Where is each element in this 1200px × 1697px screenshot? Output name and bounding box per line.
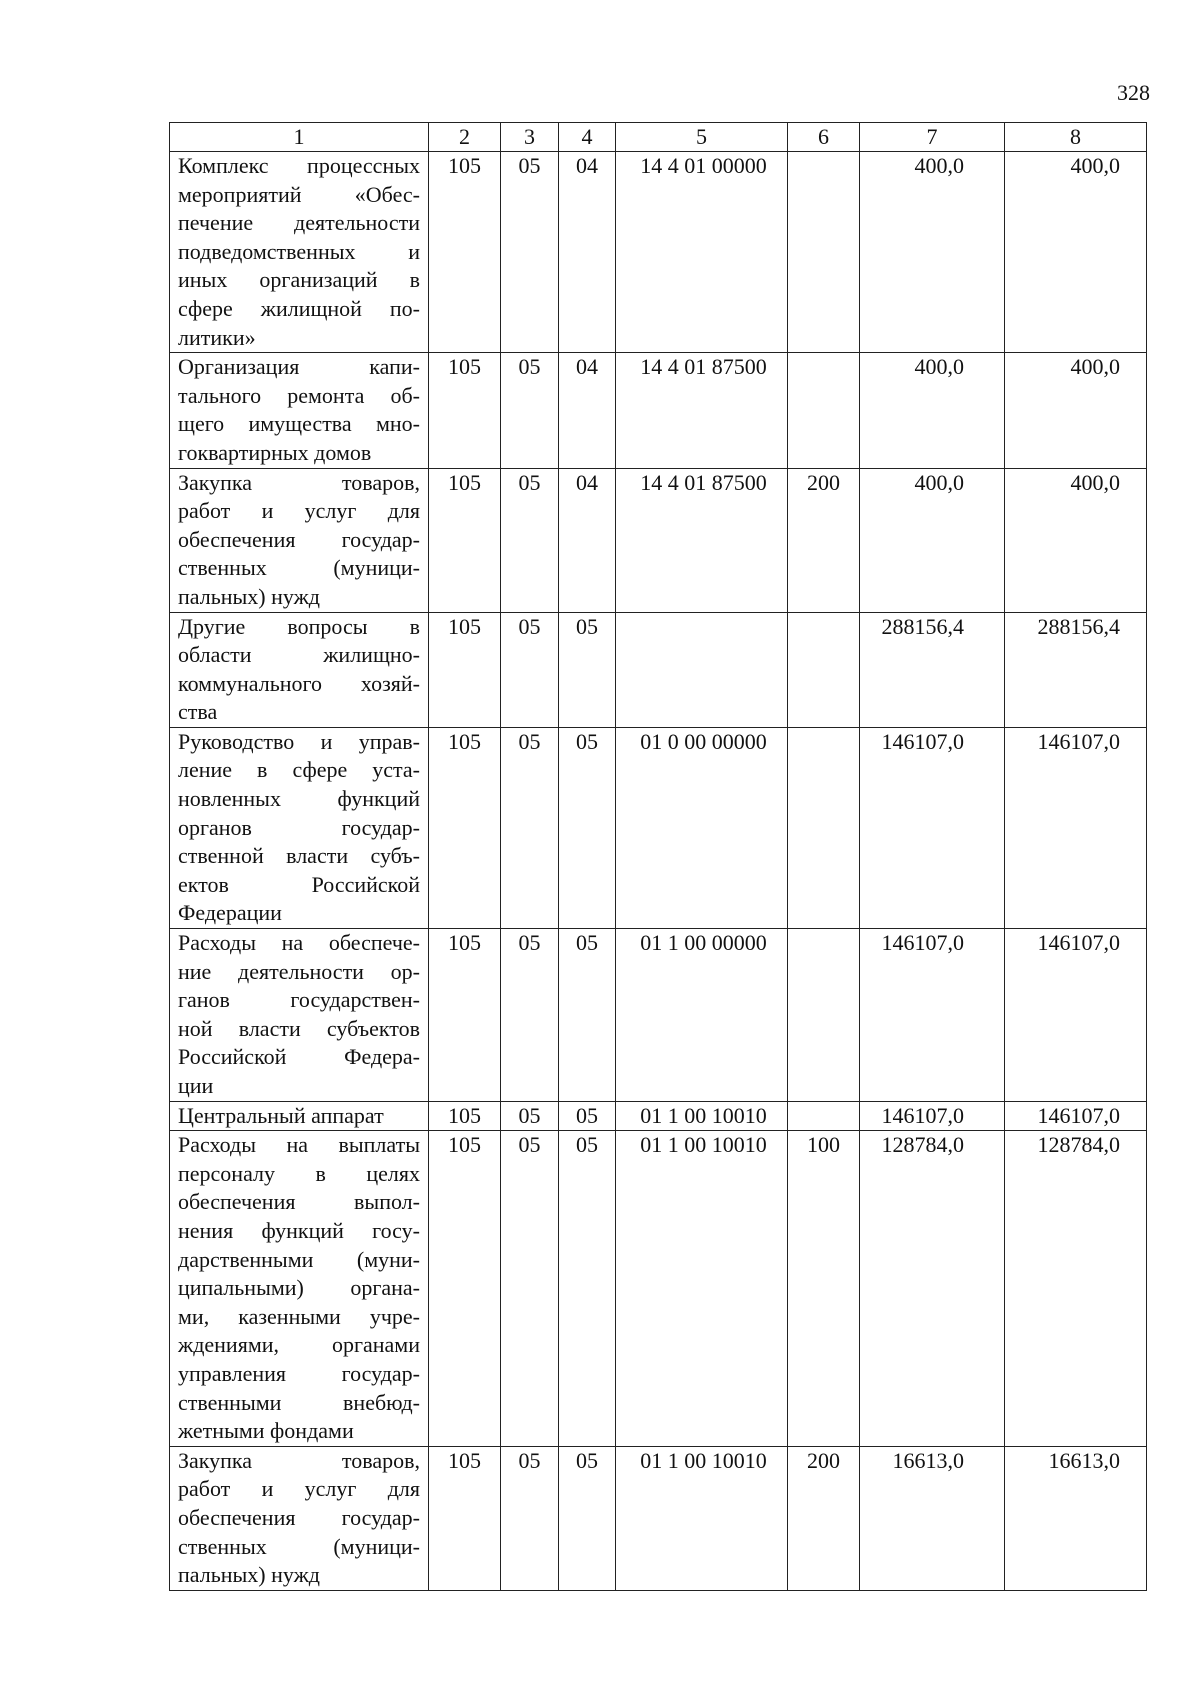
cell-amount-year-1: 400,0 <box>860 353 1005 468</box>
cell-amount-year-1: 400,0 <box>860 468 1005 612</box>
cell-target-article: 14 4 01 87500 <box>616 353 788 468</box>
row-name-line: обеспечения государ- <box>178 1504 420 1530</box>
table-body <box>170 152 1147 1591</box>
cell-section: 05 <box>501 1101 559 1131</box>
row-name-line: печение деятельности <box>178 210 420 236</box>
row-name-line: ждениями, органами <box>178 1332 420 1358</box>
row-name-line: ной власти субъектов <box>178 1015 420 1041</box>
row-name-line: Организация капи- <box>178 354 420 380</box>
row-name-line: ственной власти субъ- <box>178 843 420 869</box>
row-name-line: Расходы на обеспече- <box>178 930 420 956</box>
row-name-line: ние деятельности ор- <box>178 958 420 984</box>
cell-expense-type: 200 <box>788 1446 860 1590</box>
row-name-line: Руководство и управ- <box>178 728 420 754</box>
cell-amount-year-2: 16613,0 <box>1005 1446 1147 1590</box>
row-name <box>170 929 429 1102</box>
row-name-line: литики» <box>178 324 256 350</box>
cell-expense-type <box>788 612 860 727</box>
cell-subsection: 05 <box>559 1446 616 1590</box>
cell-target-article: 01 1 00 10010 <box>616 1101 788 1131</box>
row-name-line: дарственными (муни- <box>178 1246 420 1272</box>
table-row <box>170 1101 1147 1131</box>
cell-target-article: 14 4 01 87500 <box>616 468 788 612</box>
header-col-8: 8 <box>1005 123 1147 152</box>
cell-amount-year-1: 400,0 <box>860 152 1005 353</box>
cell-expense-type <box>788 353 860 468</box>
cell-amount-year-2: 288156,4 <box>1005 612 1147 727</box>
cell-amount-year-2: 400,0 <box>1005 468 1147 612</box>
row-name-line: Расходы на выплаты <box>178 1132 420 1158</box>
cell-code-admin: 105 <box>429 727 501 928</box>
cell-subsection: 05 <box>559 1101 616 1131</box>
cell-amount-year-2: 146107,0 <box>1005 1101 1147 1131</box>
cell-code-admin: 105 <box>429 353 501 468</box>
table-row <box>170 727 1147 928</box>
cell-amount-year-1: 16613,0 <box>860 1446 1005 1590</box>
cell-amount-year-2: 146107,0 <box>1005 929 1147 1102</box>
header-row <box>170 123 1147 152</box>
cell-target-article: 14 4 01 00000 <box>616 152 788 353</box>
cell-code-admin: 105 <box>429 152 501 353</box>
budget-table <box>169 122 1147 1591</box>
cell-code-admin: 105 <box>429 929 501 1102</box>
row-name <box>170 612 429 727</box>
row-name-line: Другие вопросы в <box>178 613 420 639</box>
cell-subsection: 05 <box>559 929 616 1102</box>
row-name-line: Российской Федера- <box>178 1044 420 1070</box>
header-col-2: 2 <box>429 123 501 152</box>
cell-code-admin: 105 <box>429 1101 501 1131</box>
cell-amount-year-1: 128784,0 <box>860 1131 1005 1447</box>
row-name-line: Комплекс процессных <box>178 153 420 178</box>
row-name-line: ственных (муници- <box>178 1533 420 1559</box>
row-name-line: новленных функций <box>178 786 420 812</box>
cell-section: 05 <box>501 468 559 612</box>
cell-subsection: 04 <box>559 468 616 612</box>
cell-code-admin: 105 <box>429 468 501 612</box>
row-name-line: обеспечения выпол- <box>178 1189 420 1215</box>
table-row <box>170 1446 1147 1590</box>
cell-expense-type <box>788 929 860 1102</box>
row-name-line: ление в сфере уста- <box>178 757 420 783</box>
row-name-line: ми, казенными учре- <box>178 1303 420 1329</box>
row-name-line: тального ремонта об- <box>178 382 420 408</box>
row-name <box>170 1101 429 1131</box>
row-name-line: пальных) нужд <box>178 583 321 609</box>
cell-subsection: 05 <box>559 727 616 928</box>
row-name-line: иных организаций в <box>178 267 420 293</box>
row-name-line: персоналу в целях <box>178 1160 420 1186</box>
row-name <box>170 1446 429 1590</box>
row-name-line: ственных (муници- <box>178 555 420 581</box>
row-name-line: пальных) нужд <box>178 1562 321 1588</box>
row-name <box>170 468 429 612</box>
row-name-line: области жилищно- <box>178 642 420 668</box>
cell-subsection: 05 <box>559 1131 616 1447</box>
table-row <box>170 353 1147 468</box>
table-row <box>170 612 1147 727</box>
row-name-line: Центральный аппарат <box>178 1102 384 1128</box>
cell-code-admin: 105 <box>429 1446 501 1590</box>
row-name-line: органов государ- <box>178 814 420 840</box>
row-name-line: управления государ- <box>178 1360 420 1386</box>
row-name-line: Закупка товаров, <box>178 1447 420 1473</box>
row-name-line: гоквартирных домов <box>178 439 372 465</box>
row-name-line: щего имущества мно- <box>178 411 420 437</box>
page-number: 328 <box>1117 80 1150 105</box>
row-name-line: нения функций госу- <box>178 1217 420 1243</box>
cell-amount-year-2: 146107,0 <box>1005 727 1147 928</box>
row-name-line: Федерации <box>178 900 282 926</box>
cell-section: 05 <box>501 353 559 468</box>
cell-target-article: 01 1 00 10010 <box>616 1446 788 1590</box>
table-row <box>170 468 1147 612</box>
row-name-line: ственными внебюд- <box>178 1389 420 1415</box>
cell-subsection: 05 <box>559 612 616 727</box>
header-col-3: 3 <box>501 123 559 152</box>
table-row <box>170 929 1147 1102</box>
row-name-line: обеспечения государ- <box>178 526 420 552</box>
cell-target-article: 01 1 00 00000 <box>616 929 788 1102</box>
header-col-4: 4 <box>559 123 616 152</box>
cell-amount-year-1: 146107,0 <box>860 929 1005 1102</box>
row-name-line: ципальными) органа- <box>178 1275 420 1301</box>
row-name-line: ганов государствен- <box>178 987 420 1013</box>
cell-expense-type <box>788 152 860 353</box>
table-header <box>170 123 1147 152</box>
header-col-6: 6 <box>788 123 860 152</box>
table-row <box>170 152 1147 353</box>
row-name-line: Закупка товаров, <box>178 469 420 495</box>
row-name-line: коммунального хозяй- <box>178 670 420 696</box>
header-col-1: 1 <box>170 123 429 152</box>
cell-expense-type <box>788 1101 860 1131</box>
cell-amount-year-1: 146107,0 <box>860 727 1005 928</box>
cell-amount-year-2: 128784,0 <box>1005 1131 1147 1447</box>
cell-amount-year-2: 400,0 <box>1005 152 1147 353</box>
header-col-7: 7 <box>860 123 1005 152</box>
cell-subsection: 04 <box>559 353 616 468</box>
row-name-line: работ и услуг для <box>178 498 420 524</box>
row-name <box>170 727 429 928</box>
row-name-line: сфере жилищной по- <box>178 295 420 321</box>
cell-amount-year-2: 400,0 <box>1005 353 1147 468</box>
cell-section: 05 <box>501 929 559 1102</box>
row-name-line: ства <box>178 699 218 725</box>
cell-section: 05 <box>501 1131 559 1447</box>
cell-target-article: 01 0 00 00000 <box>616 727 788 928</box>
row-name <box>170 1131 429 1447</box>
row-name-line: мероприятий «Обес- <box>178 181 420 207</box>
row-name-line: ции <box>178 1073 214 1098</box>
cell-section: 05 <box>501 727 559 928</box>
cell-amount-year-1: 146107,0 <box>860 1101 1005 1131</box>
row-name <box>170 353 429 468</box>
cell-expense-type <box>788 727 860 928</box>
cell-section: 05 <box>501 152 559 353</box>
cell-target-article: 01 1 00 10010 <box>616 1131 788 1447</box>
row-name-line: работ и услуг для <box>178 1476 420 1502</box>
cell-amount-year-1: 288156,4 <box>860 612 1005 727</box>
cell-code-admin: 105 <box>429 1131 501 1447</box>
header-col-5: 5 <box>616 123 788 152</box>
cell-section: 05 <box>501 612 559 727</box>
cell-subsection: 04 <box>559 152 616 353</box>
row-name-line: жетными фондами <box>178 1418 354 1444</box>
row-name-line: подведомственных и <box>178 238 420 264</box>
row-name-line: ектов Российской <box>178 871 420 897</box>
cell-target-article <box>616 612 788 727</box>
cell-section: 05 <box>501 1446 559 1590</box>
cell-code-admin: 105 <box>429 612 501 727</box>
cell-expense-type: 100 <box>788 1131 860 1447</box>
row-name <box>170 152 429 353</box>
cell-expense-type: 200 <box>788 468 860 612</box>
table-row <box>170 1131 1147 1447</box>
